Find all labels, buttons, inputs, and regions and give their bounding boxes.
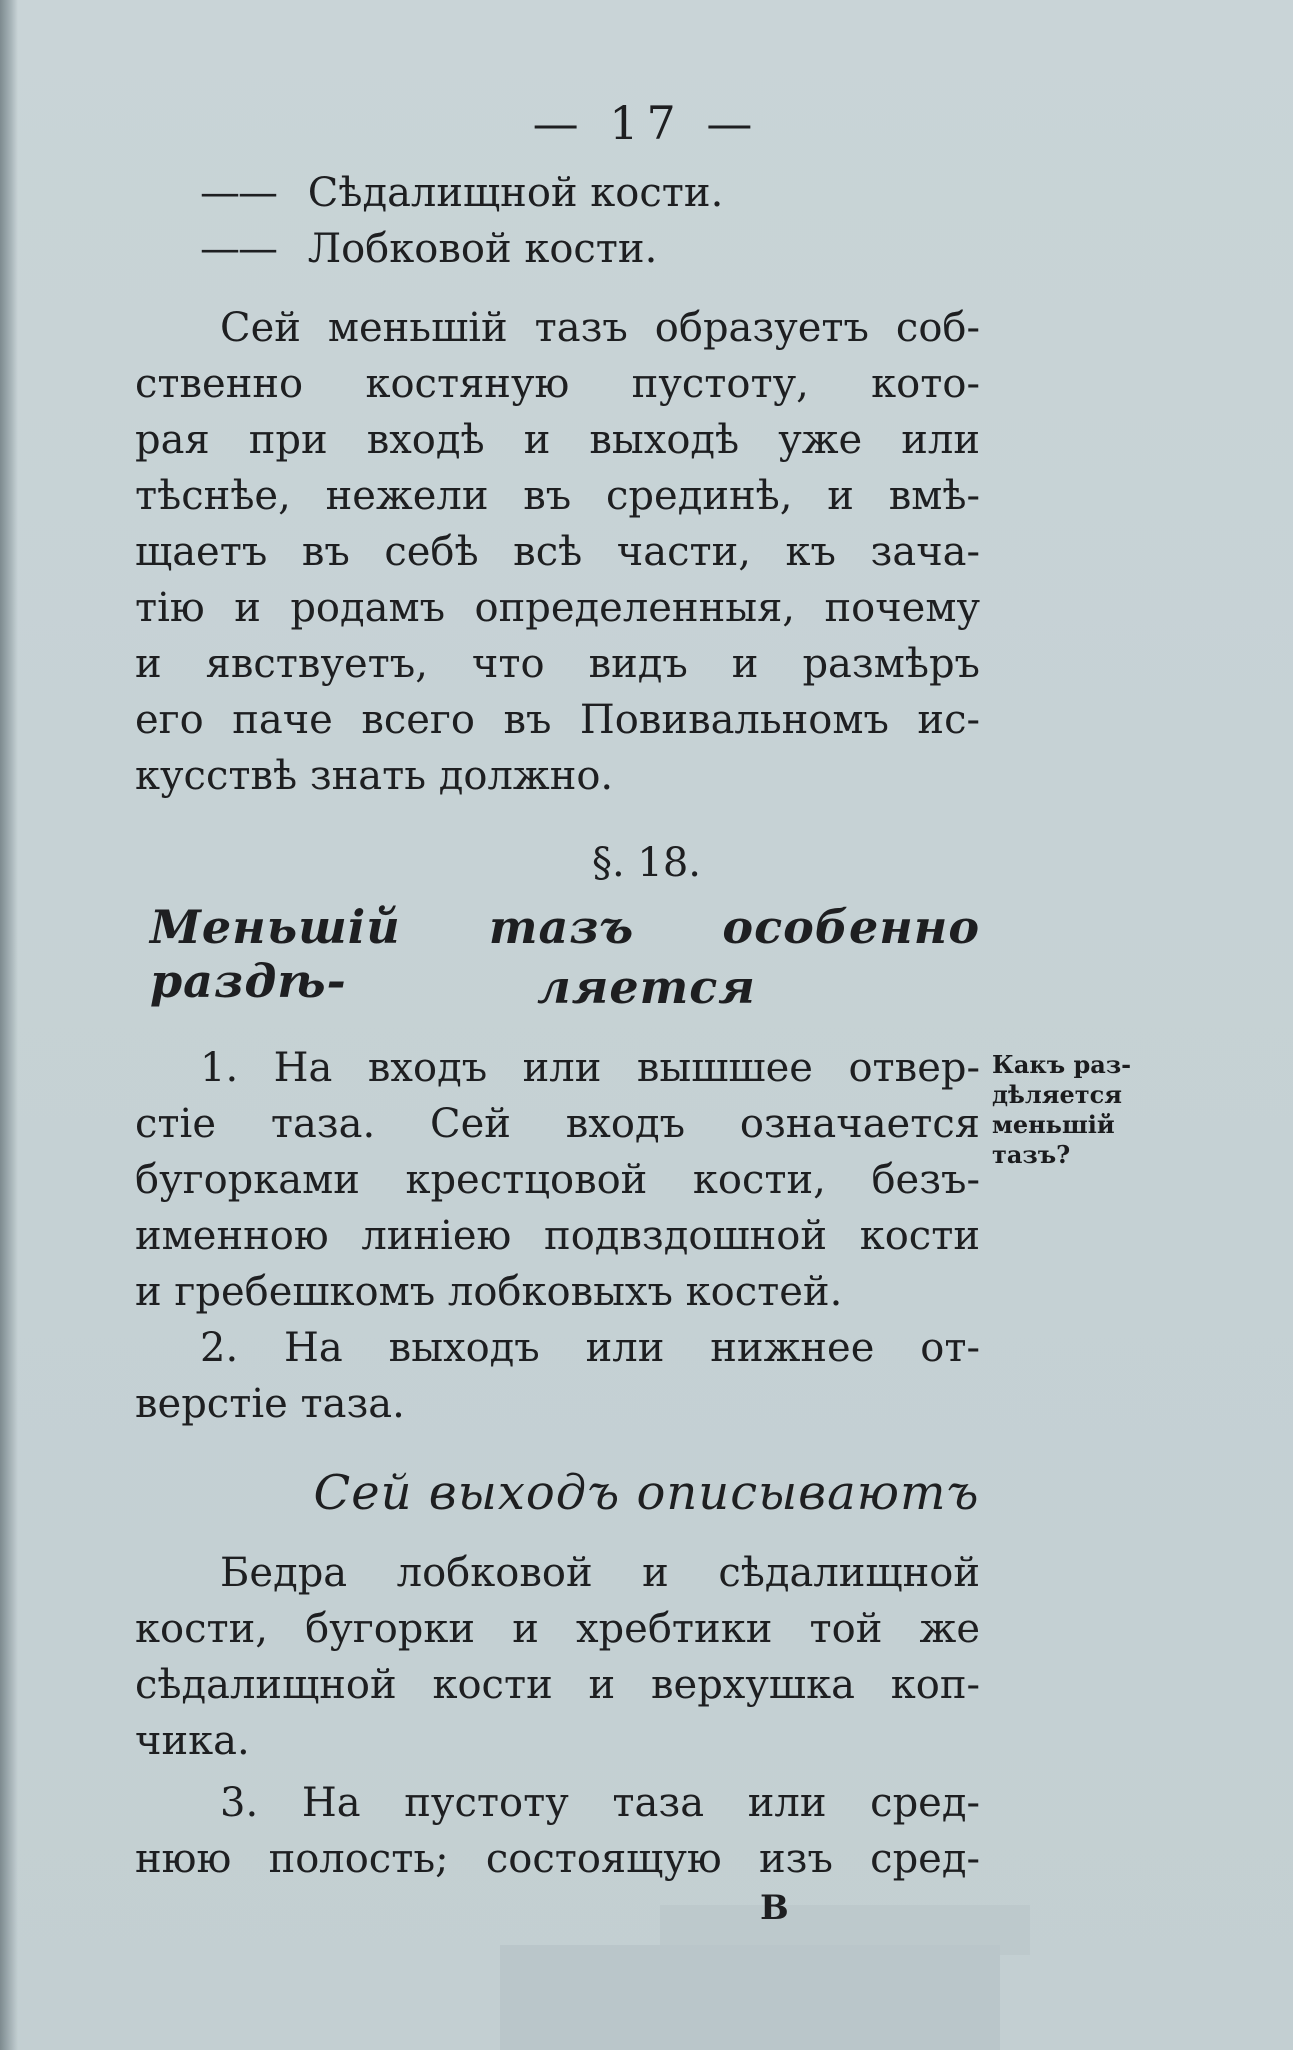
text-line: кусствѣ знать должно. (135, 753, 614, 799)
section-number: §. 18. (591, 840, 702, 886)
text-line: Сей меньшій тазъ образуетъ соб- (220, 305, 980, 351)
page-number: — 17 — (532, 96, 761, 150)
text-line: Бедра лобковой и сѣдалищной (220, 1550, 980, 1596)
text-line: —— Лобковой кости. (200, 226, 658, 272)
margin-note-line: Какъ раз- (992, 1050, 1132, 1079)
catchword: В (760, 1888, 789, 1928)
text-line: и гребешкомъ лобковыхъ костей. (135, 1269, 843, 1315)
subheading: Сей выходъ описываютъ (313, 1465, 980, 1521)
text-line: кости, бугорки и хребтики той же (135, 1606, 980, 1652)
margin-note (992, 1050, 1172, 1170)
text-line: —— Сѣдалищной кости. (200, 170, 724, 216)
text-line: тѣснѣе, нежели въ срединѣ, и вмѣ- (135, 473, 980, 519)
item-3 (135, 1775, 980, 1887)
text-line: рая при входѣ и выходѣ уже или (135, 417, 980, 463)
top-lines (135, 165, 980, 277)
item-1 (135, 1040, 980, 1320)
text-line: сѣдалищной кости и верхушка коп- (135, 1662, 980, 1708)
margin-note-line: тазъ? (992, 1140, 1071, 1169)
text-line: и явствуетъ, что видъ и размѣръ (135, 641, 980, 687)
section-heading-line-1: Меньшій тазъ особенно раздѣ- (150, 900, 980, 1008)
text-line: щаетъ въ себѣ всѣ части, къ зача- (135, 529, 980, 575)
text-line: его паче всего въ Повивальномъ ис- (135, 697, 980, 743)
text-line: верстіе таза. (135, 1381, 405, 1427)
text-line: 3. На пустоту таза или сред- (220, 1780, 980, 1826)
text-line: 2. На выходъ или нижнее от- (200, 1325, 980, 1371)
text-line: нюю полость; состоящую изъ сред- (135, 1836, 980, 1882)
text-line: ственно костяную пустоту, кото- (135, 361, 980, 407)
item-2 (135, 1320, 980, 1432)
margin-note-line: меньшій (992, 1110, 1115, 1139)
text-line: 1. На входъ или вышшее отвер- (200, 1045, 980, 1091)
section-heading-line-2: ляется (537, 960, 756, 1014)
paragraph-1 (135, 300, 980, 804)
text-line: именною линіею подвздошной кости (135, 1213, 980, 1259)
margin-note-line: дѣляется (992, 1080, 1123, 1109)
text-line: чика. (135, 1718, 250, 1764)
text-line: бугорками крестцовой кости, безъ- (135, 1157, 980, 1203)
paper-patch (500, 1945, 1000, 2050)
text-line: тію и родамъ определенныя, почему (135, 585, 980, 631)
text-line: стіе таза. Сей входъ означается (135, 1101, 980, 1147)
paragraph-2 (135, 1545, 980, 1769)
page-gutter-shadow (0, 0, 18, 2050)
